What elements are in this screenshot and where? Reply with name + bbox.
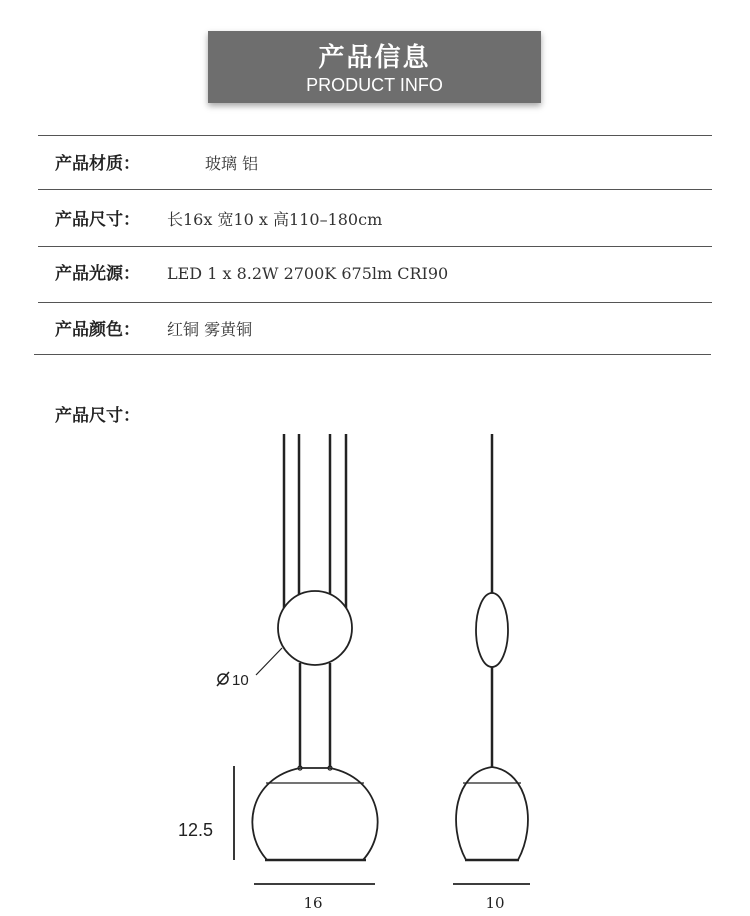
spec-label: 产品尺寸：: [55, 210, 140, 230]
spec-value: 玻璃 铝: [205, 154, 259, 173]
spec-label: 产品光源：: [55, 264, 140, 284]
height-label: 12.5: [178, 820, 214, 840]
front-width-label: 16: [303, 894, 323, 912]
spec-value: 红铜 雾黄铜: [167, 320, 253, 339]
header-title-en: PRODUCT INFO: [306, 75, 443, 95]
side-view: [453, 434, 530, 884]
front-view: [234, 434, 378, 884]
side-shade: [456, 767, 528, 860]
side-globe: [476, 593, 508, 667]
spec-value: LED 1 x 8.2W 2700K 675lm CRI90: [167, 264, 449, 283]
diameter-leader: [256, 648, 282, 675]
front-shade: [252, 768, 377, 860]
side-width-label: 10: [485, 894, 505, 912]
spec-value: 长16x 宽10 x 高110–180cm: [167, 210, 383, 229]
diameter-symbol-icon: [217, 672, 229, 686]
header-title-cn: 产品信息: [318, 43, 431, 73]
diameter-label: 10: [232, 672, 249, 689]
spec-label: 产品材质：: [55, 154, 140, 174]
spec-label: 产品颜色：: [55, 320, 140, 340]
drawing-title: 产品尺寸：: [55, 406, 140, 426]
front-globe: [278, 591, 352, 665]
